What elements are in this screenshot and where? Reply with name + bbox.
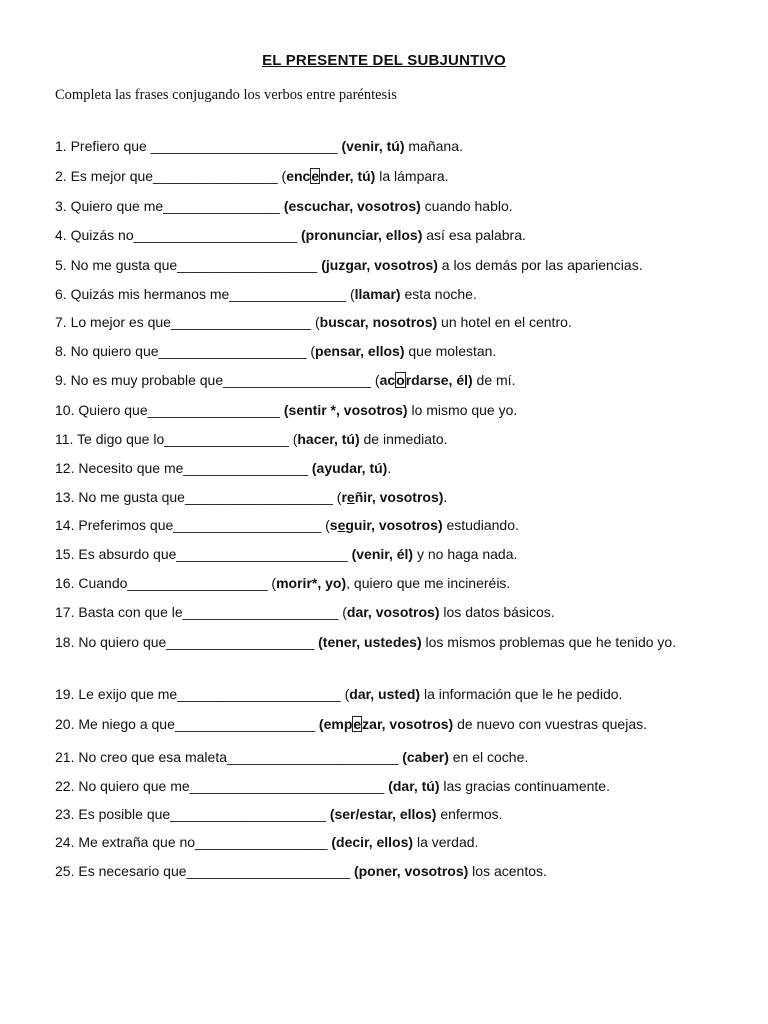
exercise-sentence-end: de nuevo con vuestras quejas. [453, 716, 647, 732]
exercise-item [55, 486, 725, 508]
verb-hint: morir*, yo) [276, 575, 347, 591]
exercise-sentence-start: 18. No quiero que___________________ [55, 634, 319, 650]
exercise-item [55, 713, 725, 735]
verb-hint: (ayudar, tú) [311, 460, 388, 476]
exercise-item [55, 195, 725, 217]
stem-change-underline: e [337, 517, 346, 533]
exercise-sentence-end: esta noche. [400, 286, 477, 302]
exercise-sentence-end: que molestan. [404, 343, 497, 359]
exercise-sentence-start: 16. Cuando__________________ ( [55, 575, 277, 591]
exercise-item [55, 683, 725, 705]
exercise-sentence-start: 14. Preferimos que___________________ ( [55, 517, 330, 533]
exercise-item [55, 572, 725, 594]
exercise-sentence-start: 5. No me gusta que__________________ [55, 257, 322, 273]
exercise-sentence-start: 13. No me gusta que___________________ ( [55, 489, 342, 505]
exercise-sentence-end: a los demás por las apariencias. [437, 257, 643, 273]
verb-hint: (decir, ellos) [331, 834, 414, 850]
verb-hint: r [341, 489, 347, 505]
verb-hint-rest: nder, tú) [320, 168, 376, 184]
exercise-item [55, 340, 725, 362]
exercise-item [55, 224, 725, 246]
verb-hint: dar, vosotros) [346, 604, 440, 620]
exercise-sentence-start: 25. Es necesario que_____________________ [55, 863, 354, 879]
exercise-sentence-end: cuando hablo. [420, 198, 513, 214]
exercise-item [55, 283, 725, 305]
exercise-sentence-end: las gracias continuamente. [439, 778, 610, 794]
exercise-sentence-start: 12. Necesito que me________________ [55, 460, 312, 476]
verb-hint: (tener, ustedes) [318, 634, 422, 650]
verb-hint: llamar) [354, 286, 401, 302]
exercise-sentence-start: 6. Quizás mis hermanos me_______________ ( [55, 286, 355, 302]
verb-hint: (caber) [402, 749, 449, 765]
exercise-sentence-end: lo mismo que yo. [407, 402, 518, 418]
verb-hint: (pronunciar, ellos) [301, 227, 423, 243]
exercise-sentence-start: 20. Me niego a que__________________ [55, 716, 319, 732]
verb-hint: (poner, vosotros) [353, 863, 469, 879]
exercise-sentence-start: 1. Prefiero que ________________________ [55, 138, 342, 154]
exercise-sentence-end: los datos básicos. [439, 604, 555, 620]
verb-hint: (emp [318, 716, 353, 732]
exercise-sentence-end: la información que le he pedido. [420, 686, 623, 702]
stem-change-marker: e [353, 716, 362, 732]
exercise-sentence-end: así esa palabra. [422, 227, 526, 243]
exercise-sentence-start: 3. Quiero que me_______________ [55, 198, 284, 214]
exercise-item [55, 803, 725, 825]
verb-hint-rest: rdarse, él) [405, 372, 473, 388]
exercise-sentence-start: 23. Es posible que____________________ [55, 806, 330, 822]
exercise-sentence-start: 2. Es mejor que________________ ( [55, 168, 287, 184]
exercise-sentence-end: estudiando. [442, 517, 519, 533]
verb-hint-rest: zar, vosotros) [362, 716, 454, 732]
exercise-item [55, 860, 725, 882]
exercise-item [55, 514, 725, 536]
exercise-item [55, 311, 725, 333]
verb-hint: hacer, tú) [297, 431, 360, 447]
exercise-sentence-start: 11. Te digo que lo________________ ( [55, 431, 298, 447]
exercise-sentence-start: 21. No creo que esa maleta______________________ [55, 749, 403, 765]
worksheet-title: EL PRESENTE DEL SUBJUNTIVO [262, 52, 506, 69]
exercise-sentence-end: la lámpara. [375, 168, 449, 184]
exercise-sentence-end: . [387, 460, 392, 476]
exercise-sentence-end: enfermos. [436, 806, 503, 822]
exercise-sentence-start: 9. No es muy probable que___________________ ( [55, 372, 380, 388]
verb-hint: (escuchar, vosotros) [283, 198, 421, 214]
verb-hint: dar, usted) [349, 686, 421, 702]
exercise-sentence-end: la verdad. [413, 834, 479, 850]
stem-change-marker: e [311, 168, 320, 184]
exercise-sentence-start: 22. No quiero que me_________________________ [55, 778, 389, 794]
exercise-sentence-start: 15. Es absurdo que______________________ [55, 546, 352, 562]
verb-hint: (ser/estar, ellos) [329, 806, 437, 822]
exercise-sentence-start: 24. Me extraña que no_________________ [55, 834, 332, 850]
exercise-sentence-end: mañana. [404, 138, 463, 154]
verb-hint-rest: ñir, vosotros) [354, 489, 444, 505]
instructions-text: Completa las frases conjugando los verbos entre paréntesis [55, 87, 397, 103]
exercise-sentence-end: los acentos. [468, 863, 547, 879]
verb-hint: buscar, nosotros) [319, 314, 438, 330]
exercise-item [55, 831, 725, 853]
exercise-sentence-end: y no haga nada. [413, 546, 518, 562]
exercise-item [55, 135, 725, 157]
exercise-sentence-end: , quiero que me incineréis. [346, 575, 511, 591]
stem-change-underline: e [346, 489, 355, 505]
exercise-sentence-end: de inmediato. [359, 431, 448, 447]
exercise-sentence-start: 8. No quiero que___________________ ( [55, 343, 316, 359]
stem-change-marker: o [396, 372, 405, 388]
verb-hint-rest: guir, vosotros) [345, 517, 443, 533]
exercise-sentence-start: 17. Basta con que le____________________ ( [55, 604, 347, 620]
verb-hint: (juzgar, vosotros) [321, 257, 438, 273]
verb-hint: (dar, tú) [388, 778, 440, 794]
exercise-sentence-start: 19. Le exijo que me_____________________ ( [55, 686, 350, 702]
exercise-item [55, 543, 725, 565]
exercise-item [55, 254, 725, 276]
exercise-sentence-end: un hotel en el centro. [437, 314, 572, 330]
exercise-item [55, 775, 725, 797]
exercise-sentence-end: en el coche. [448, 749, 529, 765]
verb-hint: (sentir *, vosotros) [283, 402, 408, 418]
exercise-item [55, 601, 725, 623]
verb-hint: pensar, ellos) [315, 343, 405, 359]
exercise-sentence-start: 7. Lo mejor es que__________________ ( [55, 314, 320, 330]
exercise-item [55, 399, 725, 421]
exercise-sentence-end: . [443, 489, 448, 505]
exercise-sentence-end: los mismos problemas que he tenido yo. [421, 634, 677, 650]
exercise-item [55, 165, 725, 187]
exercise-sentence-end: de mí. [472, 372, 516, 388]
verb-hint: enc [286, 168, 311, 184]
verb-hint: (venir, él) [351, 546, 414, 562]
exercise-sentence-start: 4. Quizás no_____________________ [55, 227, 301, 243]
verb-hint: (venir, tú) [341, 138, 405, 154]
exercise-item [55, 369, 725, 391]
verb-hint: s [329, 517, 338, 533]
verb-hint: ac [379, 372, 396, 388]
exercise-item [55, 457, 725, 479]
exercise-sentence-start: 10. Quiero que_________________ [55, 402, 284, 418]
exercise-item [55, 746, 725, 768]
exercise-item [55, 428, 725, 450]
exercise-item [55, 629, 725, 655]
